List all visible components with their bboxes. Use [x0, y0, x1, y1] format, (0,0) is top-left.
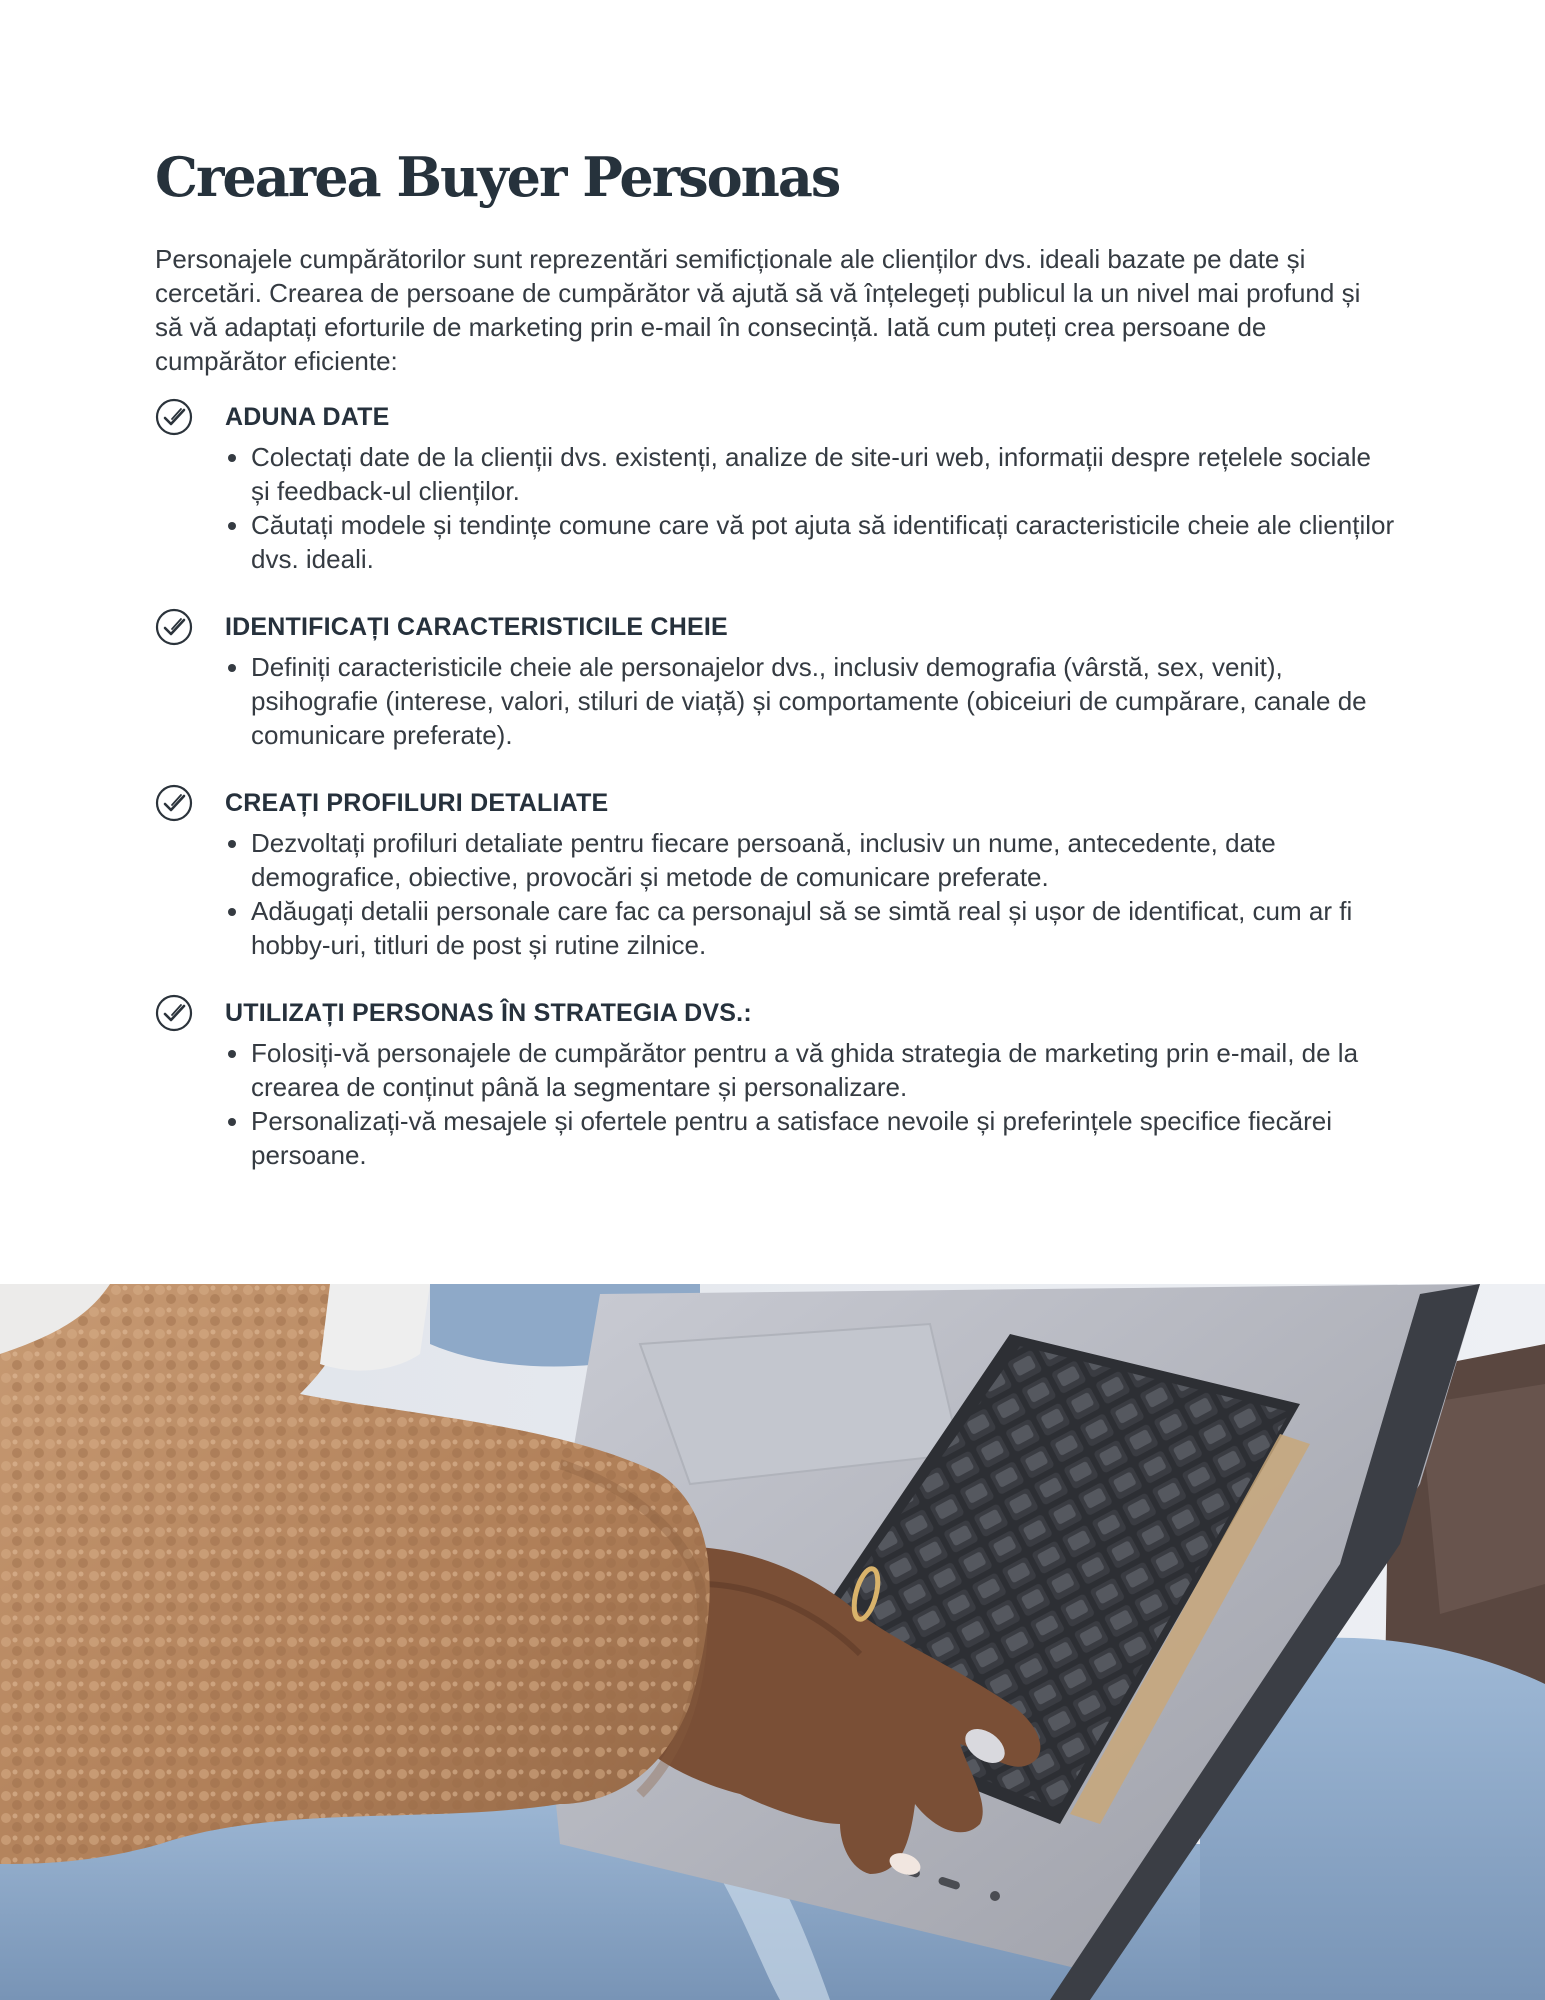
check-circle-icon [155, 784, 193, 822]
intro-paragraph: Personajele cumpărătorilor sunt reprezentări semificționale ale clienților dvs. ideali bazate pe date și cercetări. Crearea de persoane de cumpărător vă ajută să vă înțelegeți publicul la un nivel mai profund și să vă adaptați eforturile de marketing prin e-mail în consecință. Iată cum puteți crea persoane de cumpărător eficiente: [155, 244, 1361, 376]
list-item: • Definiți caracteristicile cheie ale personajelor dvs., inclusiv demografia (vârstă, sex, venit), psihografie (interese, valori, stiluri de viață) și comportamente (obiceiuri de cumpărare, canale de comunicare preferate). [251, 650, 1395, 752]
document-body [155, 140, 1395, 1172]
laptop-typing-photo [0, 1284, 1545, 2000]
list-item: • Colectați date de la clienții dvs. existenți, analize de site-uri web, informații despre rețelele sociale și feedback-ul clienților. [251, 440, 1395, 508]
section-heading: CREAȚI PROFILURI DETALIATE [225, 789, 609, 817]
bullet-list [225, 440, 1395, 576]
bullet-list [225, 826, 1395, 962]
check-circle-icon [155, 994, 193, 1032]
check-circle-icon [155, 608, 193, 646]
section-utilizati-personas [155, 996, 1395, 1172]
list-item: • Dezvoltați profiluri detaliate pentru fiecare persoană, inclusiv un nume, antecedente, date demografice, obiective, provocări și metode de comunicare preferate. [251, 826, 1395, 894]
bullet-list [225, 650, 1395, 752]
page-title: Crearea Buyer Personas [155, 145, 840, 209]
list-item: • Personalizați-vă mesajele și ofertele pentru a satisface nevoile și preferințele specifice fiecărei persoane. [251, 1104, 1395, 1172]
section-heading: ADUNA DATE [225, 403, 390, 431]
bullet-list [225, 1036, 1395, 1172]
section-aduna-date [155, 400, 1395, 576]
check-circle-icon [155, 398, 193, 436]
list-item: • Căutați modele și tendințe comune care vă pot ajuta să identificați caracteristicile cheie ale clienților dvs. ideali. [251, 508, 1395, 576]
section-creati-profiluri [155, 786, 1395, 962]
list-item: • Folosiți-vă personajele de cumpărător pentru a vă ghida strategia de marketing prin e-mail, de la crearea de conținut până la segmentare și personalizare. [251, 1036, 1395, 1104]
list-item: • Adăugați detalii personale care fac ca personajul să se simtă real și ușor de identificat, cum ar fi hobby-uri, titluri de post și rutine zilnice. [251, 894, 1395, 962]
section-identificati-caracteristicile [155, 610, 1395, 752]
section-heading: IDENTIFICAȚI CARACTERISTICILE CHEIE [225, 613, 728, 641]
section-heading: UTILIZAȚI PERSONAS ÎN STRATEGIA DVS.: [225, 999, 752, 1027]
